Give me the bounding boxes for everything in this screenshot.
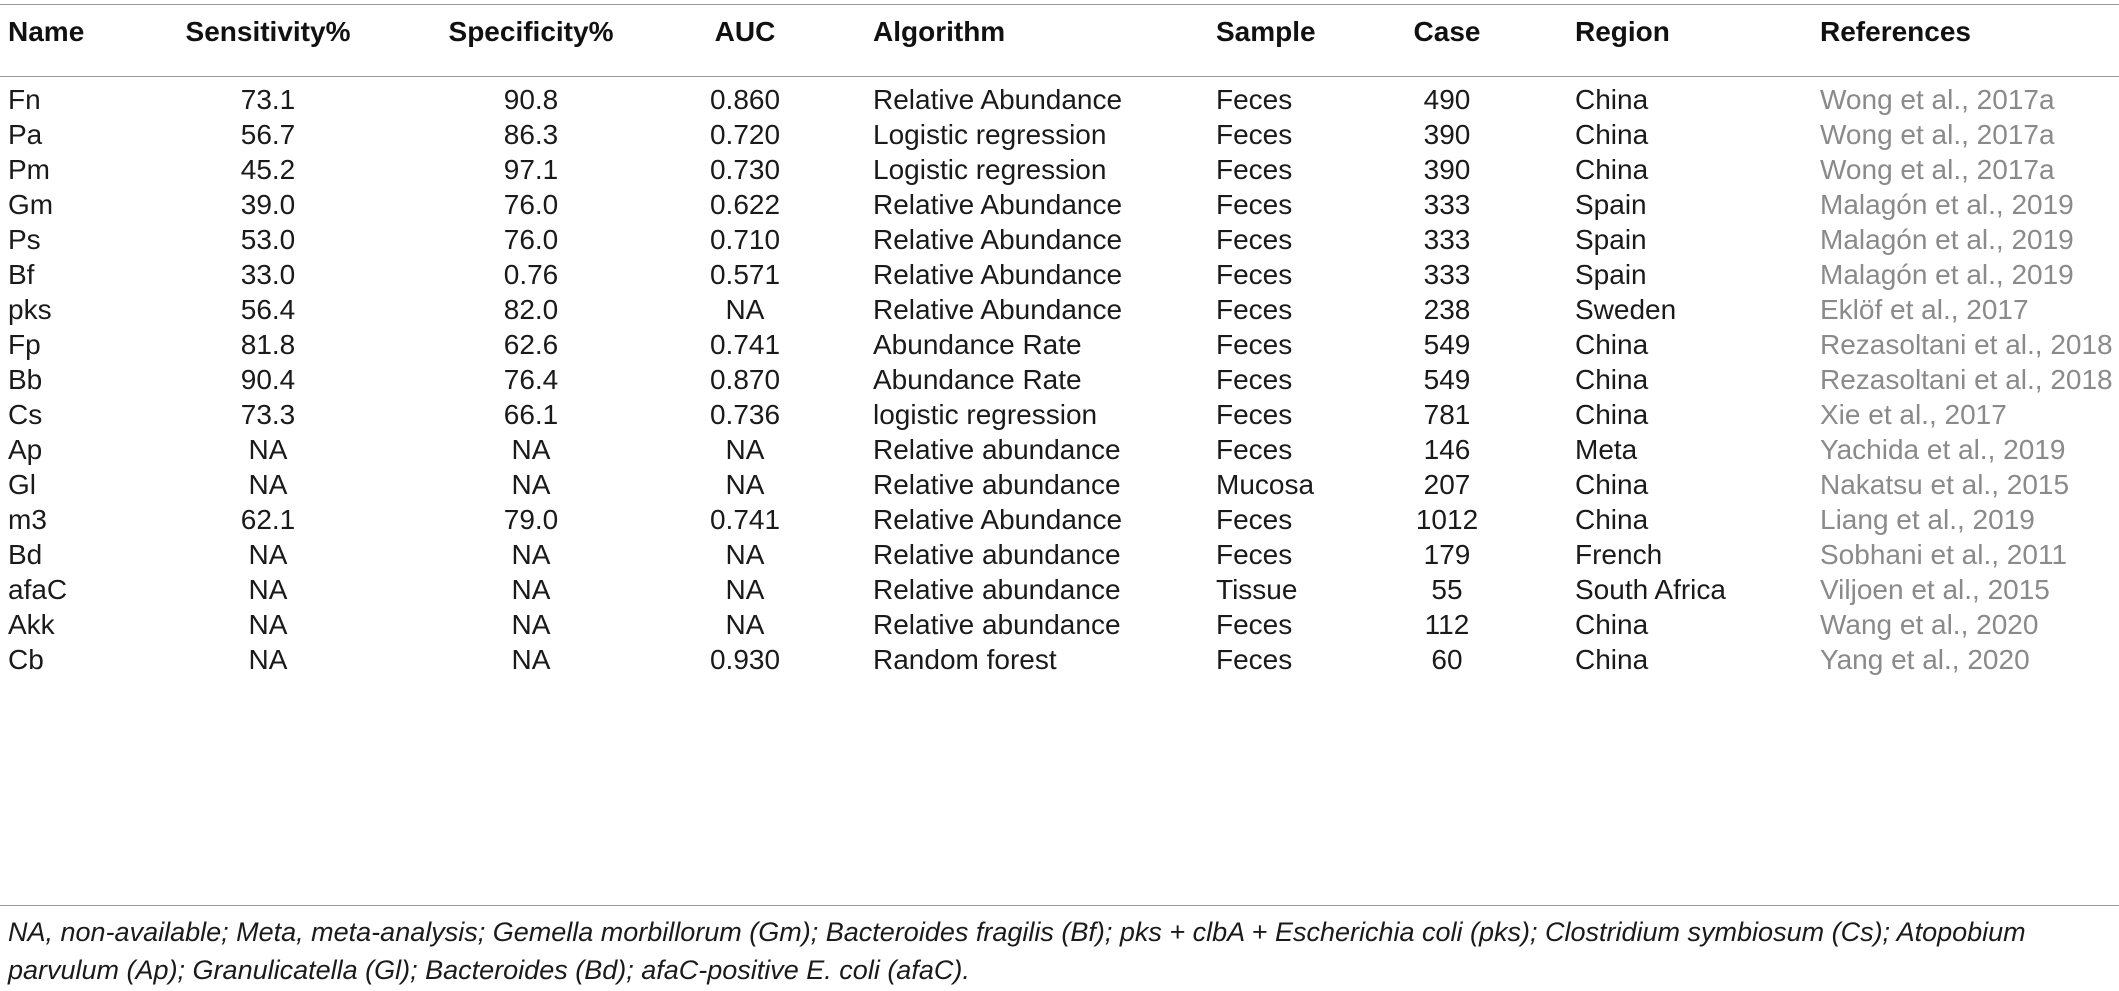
- cell-algorithm: Logistic regression: [873, 154, 1107, 185]
- cell-region: China: [1575, 609, 1649, 640]
- cell-sample: Feces: [1216, 399, 1293, 430]
- cell-name: Fn: [8, 84, 41, 115]
- table-row: Fp 81.8 62.6 0.741 Abundance Rate Feces 549 China Rezasoltani et al., 2018: [8, 329, 2113, 360]
- cell-region: Spain: [1575, 189, 1647, 220]
- cell-algorithm: Relative abundance: [873, 609, 1121, 640]
- table-top-rule: [0, 4, 2119, 5]
- cell-name: Bf: [8, 259, 35, 290]
- cell-sample: Feces: [1216, 539, 1293, 570]
- cell-references[interactable]: Malagón et al., 2019: [1820, 224, 2074, 255]
- cell-sample: Feces: [1216, 224, 1293, 255]
- cell-name: Gm: [8, 189, 54, 220]
- cell-references[interactable]: Xie et al., 2017: [1820, 399, 2007, 430]
- cell-algorithm: Relative Abundance: [873, 224, 1123, 255]
- table-row: Gm 39.0 76.0 0.622 Relative Abundance Feces 333 Spain Malagón et al., 2019: [8, 189, 2074, 220]
- cell-region: China: [1575, 399, 1649, 430]
- table-row: pks 56.4 82.0 NA Relative Abundance Feces 238 Sweden Eklöf et al., 2017: [8, 294, 2029, 325]
- cell-references[interactable]: Wong et al., 2017a: [1820, 84, 2055, 115]
- cell-algorithm: logistic regression: [873, 399, 1098, 430]
- cell-name: Pa: [8, 119, 43, 150]
- table-row: Ps 53.0 76.0 0.710 Relative Abundance Feces 333 Spain Malagón et al., 2019: [8, 224, 2074, 255]
- cell-region: China: [1575, 504, 1649, 535]
- cell-region: China: [1575, 644, 1649, 675]
- cell-sample: Feces: [1216, 84, 1293, 115]
- cell-region: South Africa: [1575, 574, 1726, 605]
- cell-references[interactable]: Yang et al., 2020: [1820, 644, 2030, 675]
- cell-references[interactable]: Liang et al., 2019: [1820, 504, 2035, 535]
- cell-algorithm: Logistic regression: [873, 119, 1107, 150]
- cell-algorithm: Relative abundance: [873, 539, 1121, 570]
- table-row: Cb NA NA 0.930 Random forest Feces 60 China Yang et al., 2020: [8, 644, 2030, 675]
- cell-sample: Mucosa: [1216, 469, 1315, 500]
- table-footnote: NA, non-available; Meta, meta-analysis; Gemella morbillorum (Gm); Bacteroides fragilis (Bf); pks + clbA + Escherichia coli (pks); Clostridium symbiosum (Cs); Atopobium parvulum (Ap); Granulicatella (Gl); Bacteroides (Bd); afaC-positive E. coli (afaC).: [8, 917, 2026, 985]
- cell-references[interactable]: Sobhani et al., 2011: [1820, 539, 2068, 570]
- cell-name: Ps: [8, 224, 41, 255]
- cell-algorithm: Relative Abundance: [873, 189, 1123, 220]
- cell-region: Spain: [1575, 224, 1647, 255]
- cell-references[interactable]: Wang et al., 2020: [1820, 609, 2039, 640]
- table-row: Bd NA NA NA Relative abundance Feces 179 French Sobhani et al., 2011: [8, 539, 2068, 570]
- cell-references[interactable]: Wong et al., 2017a: [1820, 154, 2055, 185]
- header-region: Region: [1575, 16, 1670, 47]
- table-bottom-rule: [0, 905, 2119, 906]
- cell-sample: Feces: [1216, 119, 1293, 150]
- table-row: Gl NA NA NA Relative abundance Mucosa 207 China Nakatsu et al., 2015: [8, 469, 2070, 500]
- table-row: Ap NA NA NA Relative abundance Feces 146 Meta Yachida et al., 2019: [8, 434, 2066, 465]
- table-header-rule: [0, 76, 2119, 77]
- cell-references[interactable]: Malagón et al., 2019: [1820, 189, 2074, 220]
- cell-sample: Feces: [1216, 189, 1293, 220]
- cell-region: Meta: [1575, 434, 1638, 465]
- cell-region: China: [1575, 154, 1649, 185]
- cell-sample: Feces: [1216, 329, 1293, 360]
- header-name: Name: [8, 16, 85, 47]
- cell-references[interactable]: Rezasoltani et al., 2018: [1820, 329, 2113, 360]
- cell-name: Pm: [8, 154, 50, 185]
- cell-sample: Feces: [1216, 259, 1293, 290]
- cell-references[interactable]: Rezasoltani et al., 2018: [1820, 364, 2113, 395]
- cell-sample: Feces: [1216, 504, 1293, 535]
- cell-name: Bd: [8, 539, 43, 570]
- cell-algorithm: Relative Abundance: [873, 259, 1123, 290]
- cell-sample: Feces: [1216, 154, 1293, 185]
- cell-name: Fp: [8, 329, 41, 360]
- cell-name: Ap: [8, 434, 43, 465]
- table-row: Bb 90.4 76.4 0.870 Abundance Rate Feces 549 China Rezasoltani et al., 2018: [8, 364, 2113, 395]
- cell-algorithm: Relative Abundance: [873, 504, 1123, 535]
- cell-name: Akk: [8, 609, 55, 640]
- cell-sample: Tissue: [1216, 574, 1298, 605]
- cell-region: French: [1575, 539, 1663, 570]
- cell-references[interactable]: Viljoen et al., 2015: [1820, 574, 2050, 605]
- cell-region: Sweden: [1575, 294, 1677, 325]
- cell-references[interactable]: Yachida et al., 2019: [1820, 434, 2066, 465]
- cell-sample: Feces: [1216, 609, 1293, 640]
- table-row: Cs 73.3 66.1 0.736 logistic regression Feces 781 China Xie et al., 2017: [8, 399, 2007, 430]
- cell-name: Cs: [8, 399, 43, 430]
- cell-sample: Feces: [1216, 294, 1293, 325]
- cell-algorithm: Abundance Rate: [873, 364, 1082, 395]
- cell-references[interactable]: Nakatsu et al., 2015: [1820, 469, 2070, 500]
- cell-algorithm: Relative abundance: [873, 469, 1121, 500]
- table-row: Pa 56.7 86.3 0.720 Logistic regression Feces 390 China Wong et al., 2017a: [8, 119, 2055, 150]
- table-row: afaC NA NA NA Relative abundance Tissue 55 South Africa Viljoen et al., 2015: [8, 574, 2050, 605]
- table-row: m3 62.1 79.0 0.741 Relative Abundance Feces 1012 China Liang et al., 2019: [8, 504, 2035, 535]
- table-row: Akk NA NA NA Relative abundance Feces 112 China Wang et al., 2020: [8, 609, 2039, 640]
- table-row: Fn 73.1 90.8 0.860 Relative Abundance Feces 490 China Wong et al., 2017a: [8, 84, 2055, 115]
- cell-region: China: [1575, 329, 1649, 360]
- cell-sample: Feces: [1216, 644, 1293, 675]
- cell-region: Spain: [1575, 259, 1647, 290]
- cell-name: Cb: [8, 644, 44, 675]
- cell-name: afaC: [8, 574, 68, 605]
- cell-region: China: [1575, 469, 1649, 500]
- cell-region: China: [1575, 364, 1649, 395]
- cell-references[interactable]: Eklöf et al., 2017: [1820, 294, 2029, 325]
- cell-sample: Feces: [1216, 364, 1293, 395]
- cell-references[interactable]: Malagón et al., 2019: [1820, 259, 2074, 290]
- header-algorithm: Algorithm: [873, 16, 1006, 47]
- cell-algorithm: Random forest: [873, 644, 1057, 675]
- cell-region: China: [1575, 119, 1649, 150]
- table-header-row: Name Sensitivity% Specificity% AUC Algorithm Sample Case Region References: [0, 8, 2119, 55]
- cell-region: China: [1575, 84, 1649, 115]
- header-sample: Sample: [1216, 16, 1316, 47]
- cell-algorithm: Relative Abundance: [873, 84, 1123, 115]
- table-row: Pm 45.2 97.1 0.730 Logistic regression Feces 390 China Wong et al., 2017a: [8, 154, 2055, 185]
- cell-name: m3: [8, 504, 47, 535]
- cell-name: pks: [8, 294, 52, 325]
- header-references: References: [1820, 16, 1971, 47]
- cell-name: Gl: [8, 469, 36, 500]
- cell-algorithm: Relative abundance: [873, 434, 1121, 465]
- table-row: Bf 33.0 0.76 0.571 Relative Abundance Feces 333 Spain Malagón et al., 2019: [8, 259, 2074, 290]
- cell-algorithm: Abundance Rate: [873, 329, 1082, 360]
- cell-algorithm: Relative abundance: [873, 574, 1121, 605]
- cell-sample: Feces: [1216, 434, 1293, 465]
- cell-algorithm: Relative Abundance: [873, 294, 1123, 325]
- cell-name: Bb: [8, 364, 43, 395]
- cell-references[interactable]: Wong et al., 2017a: [1820, 119, 2055, 150]
